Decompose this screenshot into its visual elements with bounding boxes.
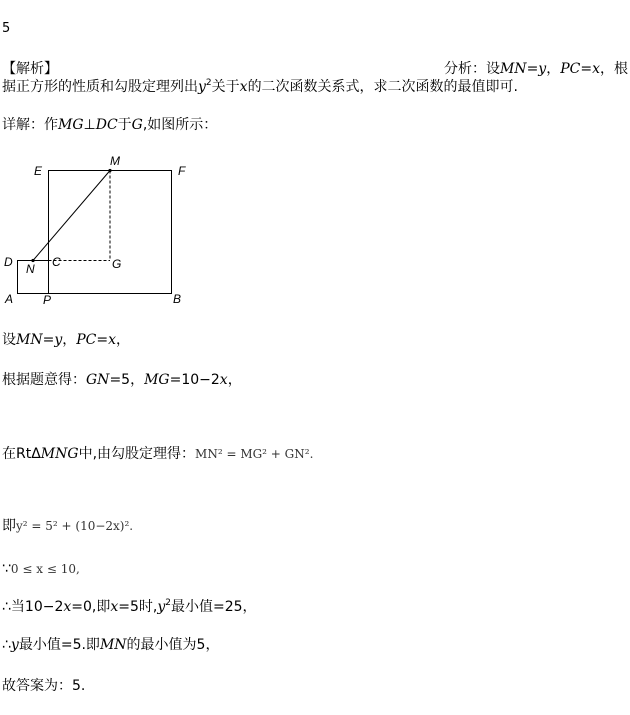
pythagorean-line: 在RtΔMNG中,由勾股定理得：MN² = MG² + GN². — [2, 446, 314, 462]
minimum-condition-line: ∴当10−2x=0,即x=5时$,y^2$最小值=25， — [2, 598, 257, 615]
label-e: E — [34, 164, 43, 178]
label-p: P — [43, 293, 52, 307]
label-f: F — [178, 164, 186, 178]
pythagorean-formula: MN² = MG² + GN². — [195, 447, 314, 461]
label-m: M — [110, 154, 120, 168]
range-formula: 0 ≤ x ≤ 10, — [10, 562, 80, 576]
set-variables-line: 设MN=y，PC=x， — [2, 332, 131, 348]
analysis-label: 【解析】 — [2, 61, 58, 77]
segment-mn — [33, 171, 110, 261]
answer-number: 5 — [2, 21, 11, 36]
analysis-text-line-1: 分析：设MN=y，PC=x，根 — [443, 61, 628, 77]
detail-line: 详解：作MG⊥DC于G,如图所示： — [2, 117, 218, 133]
analysis-text-line-2: 据正方形的性质和勾股定理列出$y^2$关于x的二次函数关系式，求二次函数的最值即可. — [2, 78, 519, 95]
label-a: A — [5, 292, 14, 306]
quadratic-formula: y² = 5² + (10−2x)². — [16, 519, 134, 533]
point-m — [108, 169, 111, 172]
equation-line: 即y² = 5² + (10−2x)². — [2, 518, 134, 534]
minimum-value-line: ∴y最小值=5.即MN的最小值为5， — [2, 637, 220, 653]
label-c: C — [52, 255, 61, 269]
range-line: ∵0 ≤ x ≤ 10, — [2, 561, 80, 577]
label-g: G — [112, 257, 122, 271]
label-b: B — [173, 292, 182, 306]
final-answer-line: 故答案为：5. — [2, 678, 86, 694]
label-d: D — [4, 255, 13, 269]
label-n: N — [26, 262, 35, 276]
given-values-line: 根据题意得：GN=5，MG=10−2x， — [2, 372, 242, 388]
geometry-diagram — [0, 150, 200, 310]
